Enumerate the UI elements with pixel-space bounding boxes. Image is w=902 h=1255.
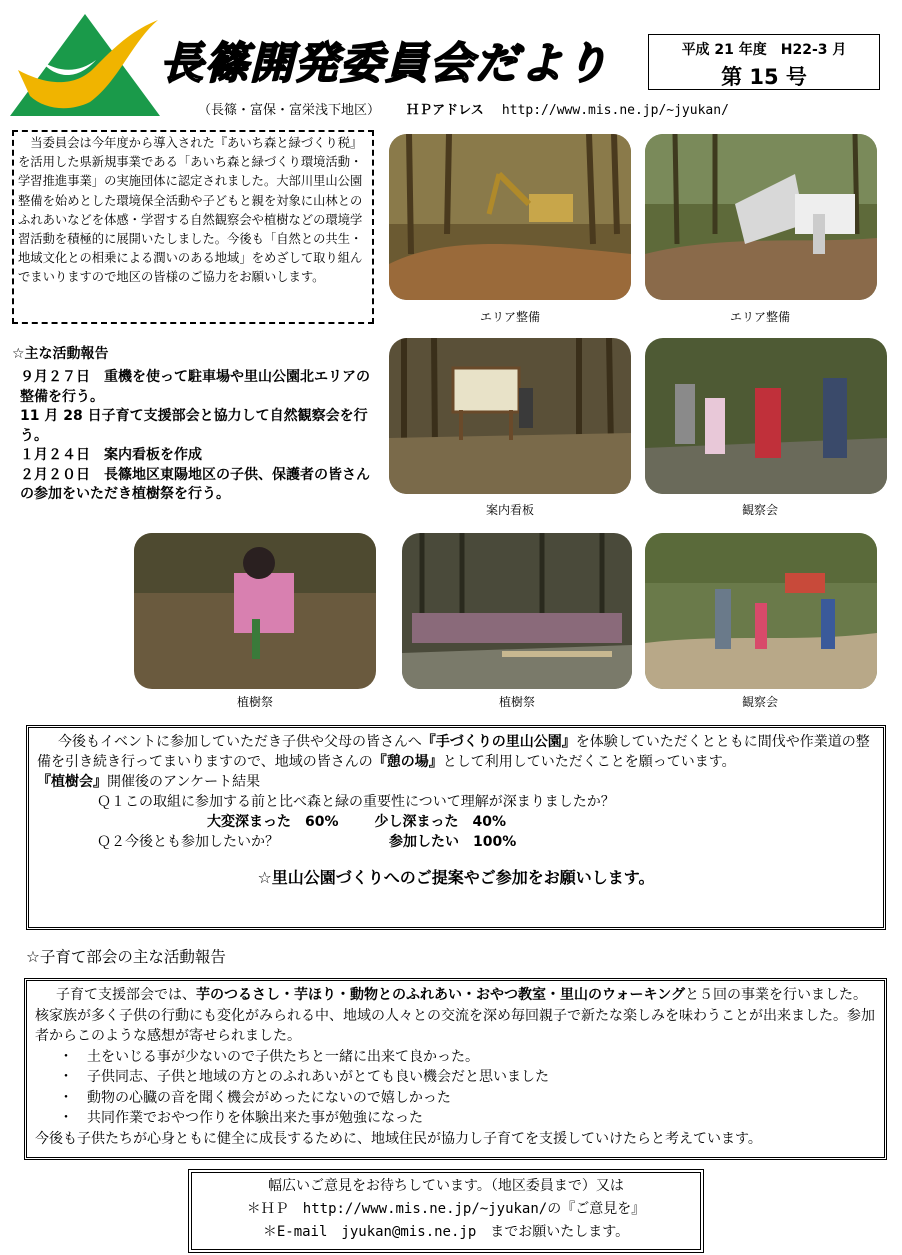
park-closing: ☆里山公園づくりへのご提案やご参加をお願いします。 [257,868,655,887]
activity-item: 11 月 28 日子育て支援部会と協力して自然観察会を行う。 [20,408,368,444]
photo-caption: 観察会 [741,503,778,517]
kosodate-bullet: ・ 動物の心臓の音を聞く機会がめったにないので嬉しかった [59,1089,451,1106]
newsletter-title: 長篠開発委員会だより [160,39,610,89]
issue-number: 第 15 号 [721,65,807,89]
activity-item: １月２４日 案内看板を作成 [20,447,202,463]
survey-q1-answers: 大変深まった 60% 少し深まった 40% [207,814,507,830]
hp-label: ＨＰアドレス [406,103,484,118]
photo-caption: エリア整備 [729,310,790,324]
survey-q2: Ｑ２今後とも参加したいか？ 参加したい 100% [97,834,517,850]
kosodate-bullet: ・ 共同作業でおやつ作りを体験出来た事が勉強になった [59,1110,423,1126]
survey-title: 『植樹会』開催後のアンケート結果 [37,774,261,790]
activities-heading: ☆主な活動報告 [12,346,109,362]
kosodate-box [24,978,887,1160]
photo-path [645,533,877,689]
activity-item: ９月２７日 重機を使って駐車場や里山公園北エリアの整備を行う。 [20,369,370,405]
kosodate-bullet: ・ 子供同志、子供と地域の方とのふれあいがとても良い機会だと思いました [59,1069,549,1085]
footer-line: 幅広いご意見をお待ちしています。（地区委員まで）又は [268,1178,624,1194]
kosodate-heading: ☆子育て部会の主な活動報告 [26,948,226,966]
park-box [26,725,886,930]
photo-caption: 植樹祭 [236,695,273,709]
photo-caption: エリア整備 [479,310,540,324]
kosodate-closing: 今後も子供たちが心身ともに健全に成長するために、地域住民が協力し子育てを支援していけたらと考えています。 [35,1130,762,1147]
photo-caption: 案内看板 [485,503,534,517]
issue-era: 平成 21 年度 H22-3 月 [681,42,847,58]
activity-item: ２月２０日 長篠地区東陽地区の子供、保護者の皆さんの参加をいただき植樹祭を行う。 [20,466,370,502]
area-label: （長篠・富保・富栄浅下地区） [198,103,381,118]
survey-q1: Ｑ１この取組に参加する前と比べ森と緑の重要性について理解が深まりましたか？ [97,794,615,810]
photo-planting [134,533,376,689]
photo-excavator [389,134,631,300]
subtitle [198,99,729,118]
footer-box [188,1169,704,1253]
logo [10,12,160,116]
issue-box [648,34,880,90]
footer-email-line[interactable]: ＊E-mail jyukan@mis.ne.jp までお願いたします。 [262,1224,630,1240]
photo-caption: 観察会 [741,695,778,709]
photo-sign [389,338,631,494]
photo-truck [645,134,877,300]
hp-url[interactable]: http://www.mis.ne.jp/~jyukan/ [501,103,729,118]
photo-group [645,338,887,494]
park-paragraph: 今後もイベントに参加していただき子供や父母の皆さんへ『手づくりの里山公園』を体験していただくとともに間伐や作業道の整備を引き続き行ってまいりますので、地域の皆さんの『憩の場』として利用していただくことを願っています。 [37,734,870,770]
photo-caption: 植樹祭 [498,695,535,709]
activities-list [20,368,370,505]
footer-hp-line[interactable]: ＊ＨＰ http://www.mis.ne.jp/~jyukan/の『ご意見を』 [246,1201,646,1217]
kosodate-bullet: ・ 土をいじる事が少ないので子供たちと一緒に出来て良かった。 [59,1048,479,1065]
intro-box: 当委員会は今年度から導入された『あいち森と緑づくり税』を活用した県新規事業である「あいち森と緑づくり環境活動・学習推進事業」の実施団体に認定されました。大部川里山公園整備を始めとした環境保全活動や子どもと親を対象に山林とのふれあいなどを体感・学習する自然観察会や植樹などの環境学習活動を積極的に展開いたしました。今後も「自然との共生・地域文化との相乗による潤いのある地域」をめざして取り組んでまいりますので地区の皆様のご協力をお願いします。 [12,130,374,324]
photo-crowd [402,533,632,689]
kosodate-intro: 子育て支援部会では、芋のつるさし・芋ほり・動物とのふれあい・おやつ教室・里山のウォーキングと５回の事業を行いました。核家族が多く子供の行動にも変化がみられる中、地域の人々との交流を深め毎回親子で新たな楽しみを味わうことが出来ました。参加者からこのような感想が寄せられました。 [35,987,875,1044]
